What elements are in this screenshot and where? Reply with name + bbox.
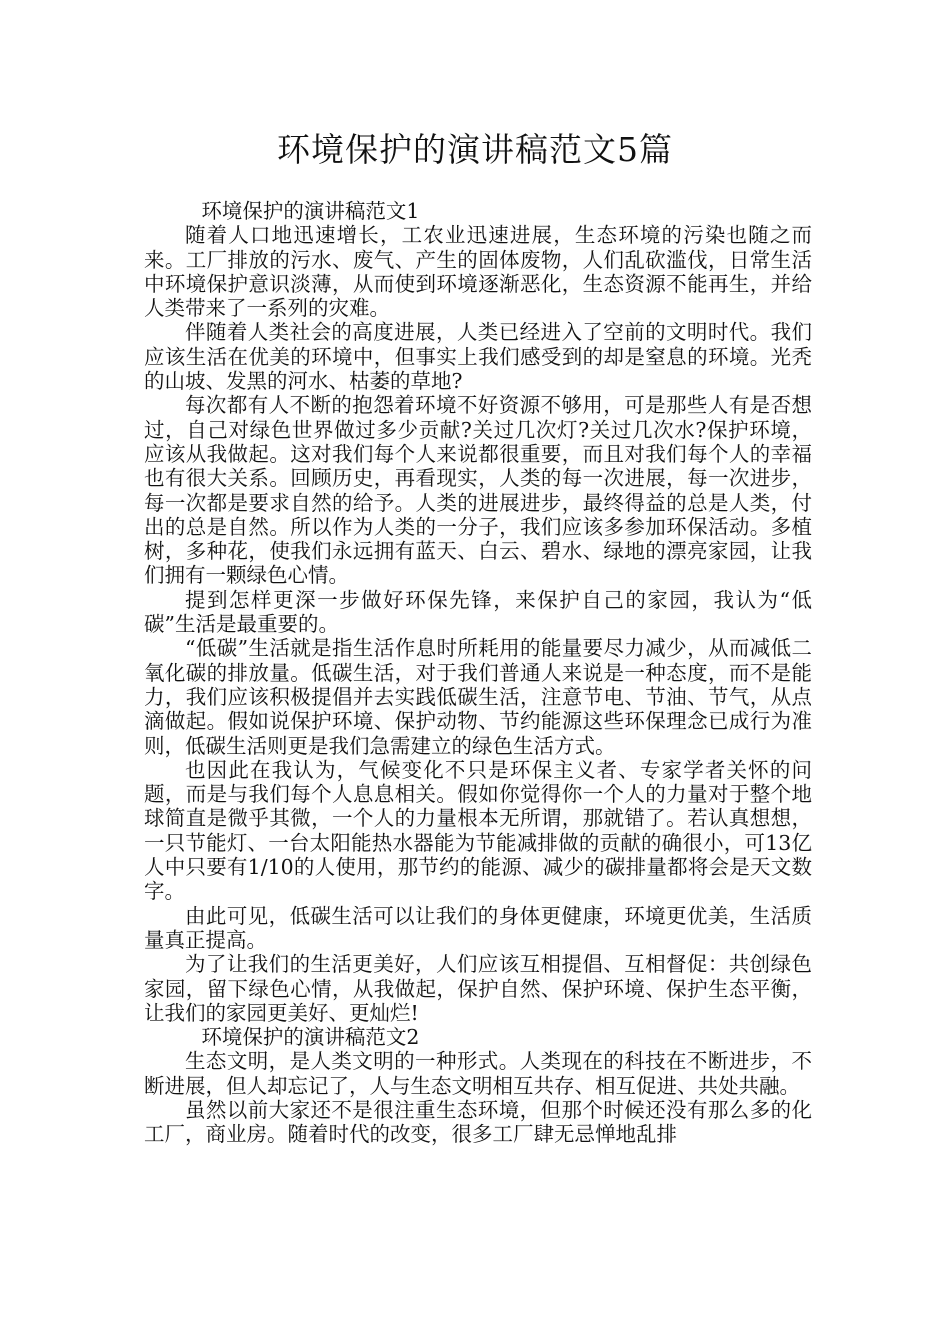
- paragraph: 生态文明，是人类文明的一种形式。人类现在的科技在不断进步，不断进展，但人却忘记了，人与生态文明相互共存、相互促进、共处共融。: [144, 1049, 812, 1098]
- paragraph: 由此可见，低碳生活可以让我们的身体更健康，环境更优美，生活质量真正提高。: [144, 903, 812, 952]
- paragraph: 提到怎样更深一步做好环保先锋，来保护自己的家园，我认为“低碳”生活是最重要的。: [144, 587, 812, 637]
- paragraph: 每次都有人不断的抱怨着环境不好资源不够用，可是那些人有是否想过，自己对绿色世界做过多少贡献?关过几次灯?关过几次水?保护环境，应该从我做起。这对我们每个人来说都很重要，而且对我们每个人的幸福也有很大关系。回顾历史，再看现实，人类的每一次进展，每一次进步，每一次都是要求自然的给予。人类的进展进步，最终得益的总是人类，付出的总是自然。所以作为人类的一分子，我们应该多参加环保活动。多植树，多种花，使我们永远拥有蓝天、白云、碧水、绿地的漂亮家园，让我们拥有一颗绿色心情。: [144, 393, 812, 588]
- paragraph: 随着人口地迅速增长，工农业迅速进展，生态环境的污染也随之而来。工厂排放的污水、废气、产生的固体废物，人们乱砍滥伐，日常生活中环境保护意识淡薄，从而使到环境逐渐恶化，生态资源不能再生，并给人类带来了一系列的灾难。: [144, 223, 812, 321]
- paragraph: 伴随着人类社会的高度进展，人类已经进入了空前的文明时代。我们应该生活在优美的环境中，但事实上我们感受到的却是窒息的环境。光秃的山坡、发黑的河水、枯萎的草地?: [144, 320, 812, 394]
- paragraph: 为了让我们的生活更美好，人们应该互相提倡、互相督促：共创绿色家园，留下绿色心情，从我做起，保护自然、保护环境、保护生态平衡，让我们的家园更美好、更灿烂!: [144, 952, 812, 1025]
- paragraph: “低碳”生活就是指生活作息时所耗用的能量要尽力减少，从而减低二氧化碳的排放量。低碳生活，对于我们普通人来说是一种态度，而不是能力，我们应该积极提倡并去实践低碳生活，注意节电、节油、节气，从点滴做起。假如说保护环境、保护动物、节约能源这些环保理念已成行为准则，低碳生活则更是我们急需建立的绿色生活方式。: [144, 636, 812, 758]
- paragraph: 也因此在我认为，气候变化不只是环保主义者、专家学者关怀的问题，而是与我们每个人息息相关。假如你觉得你一个人的力量对于整个地球简直是微乎其微，一个人的力量根本无所谓，那就错了。若认真想想，一只节能灯、一台太阳能热水器能为节能减排做的贡献的确很小，可13亿人中只要有1/10的人使用，那节约的能源、减少的碳排量都将会是天文数字。: [144, 757, 812, 904]
- document-body: [144, 199, 812, 1147]
- paragraph: 虽然以前大家还不是很注重生态环境，但那个时候还没有那么多的化工厂，商业房。随着时代的改变，很多工厂肆无忌惮地乱排: [144, 1097, 812, 1147]
- section-heading-2: 环境保护的演讲稿范文2: [201, 1025, 420, 1050]
- section-heading-1: 环境保护的演讲稿范文1: [201, 199, 420, 223]
- document-title: 环境保护的演讲稿范文5篇: [277, 130, 673, 169]
